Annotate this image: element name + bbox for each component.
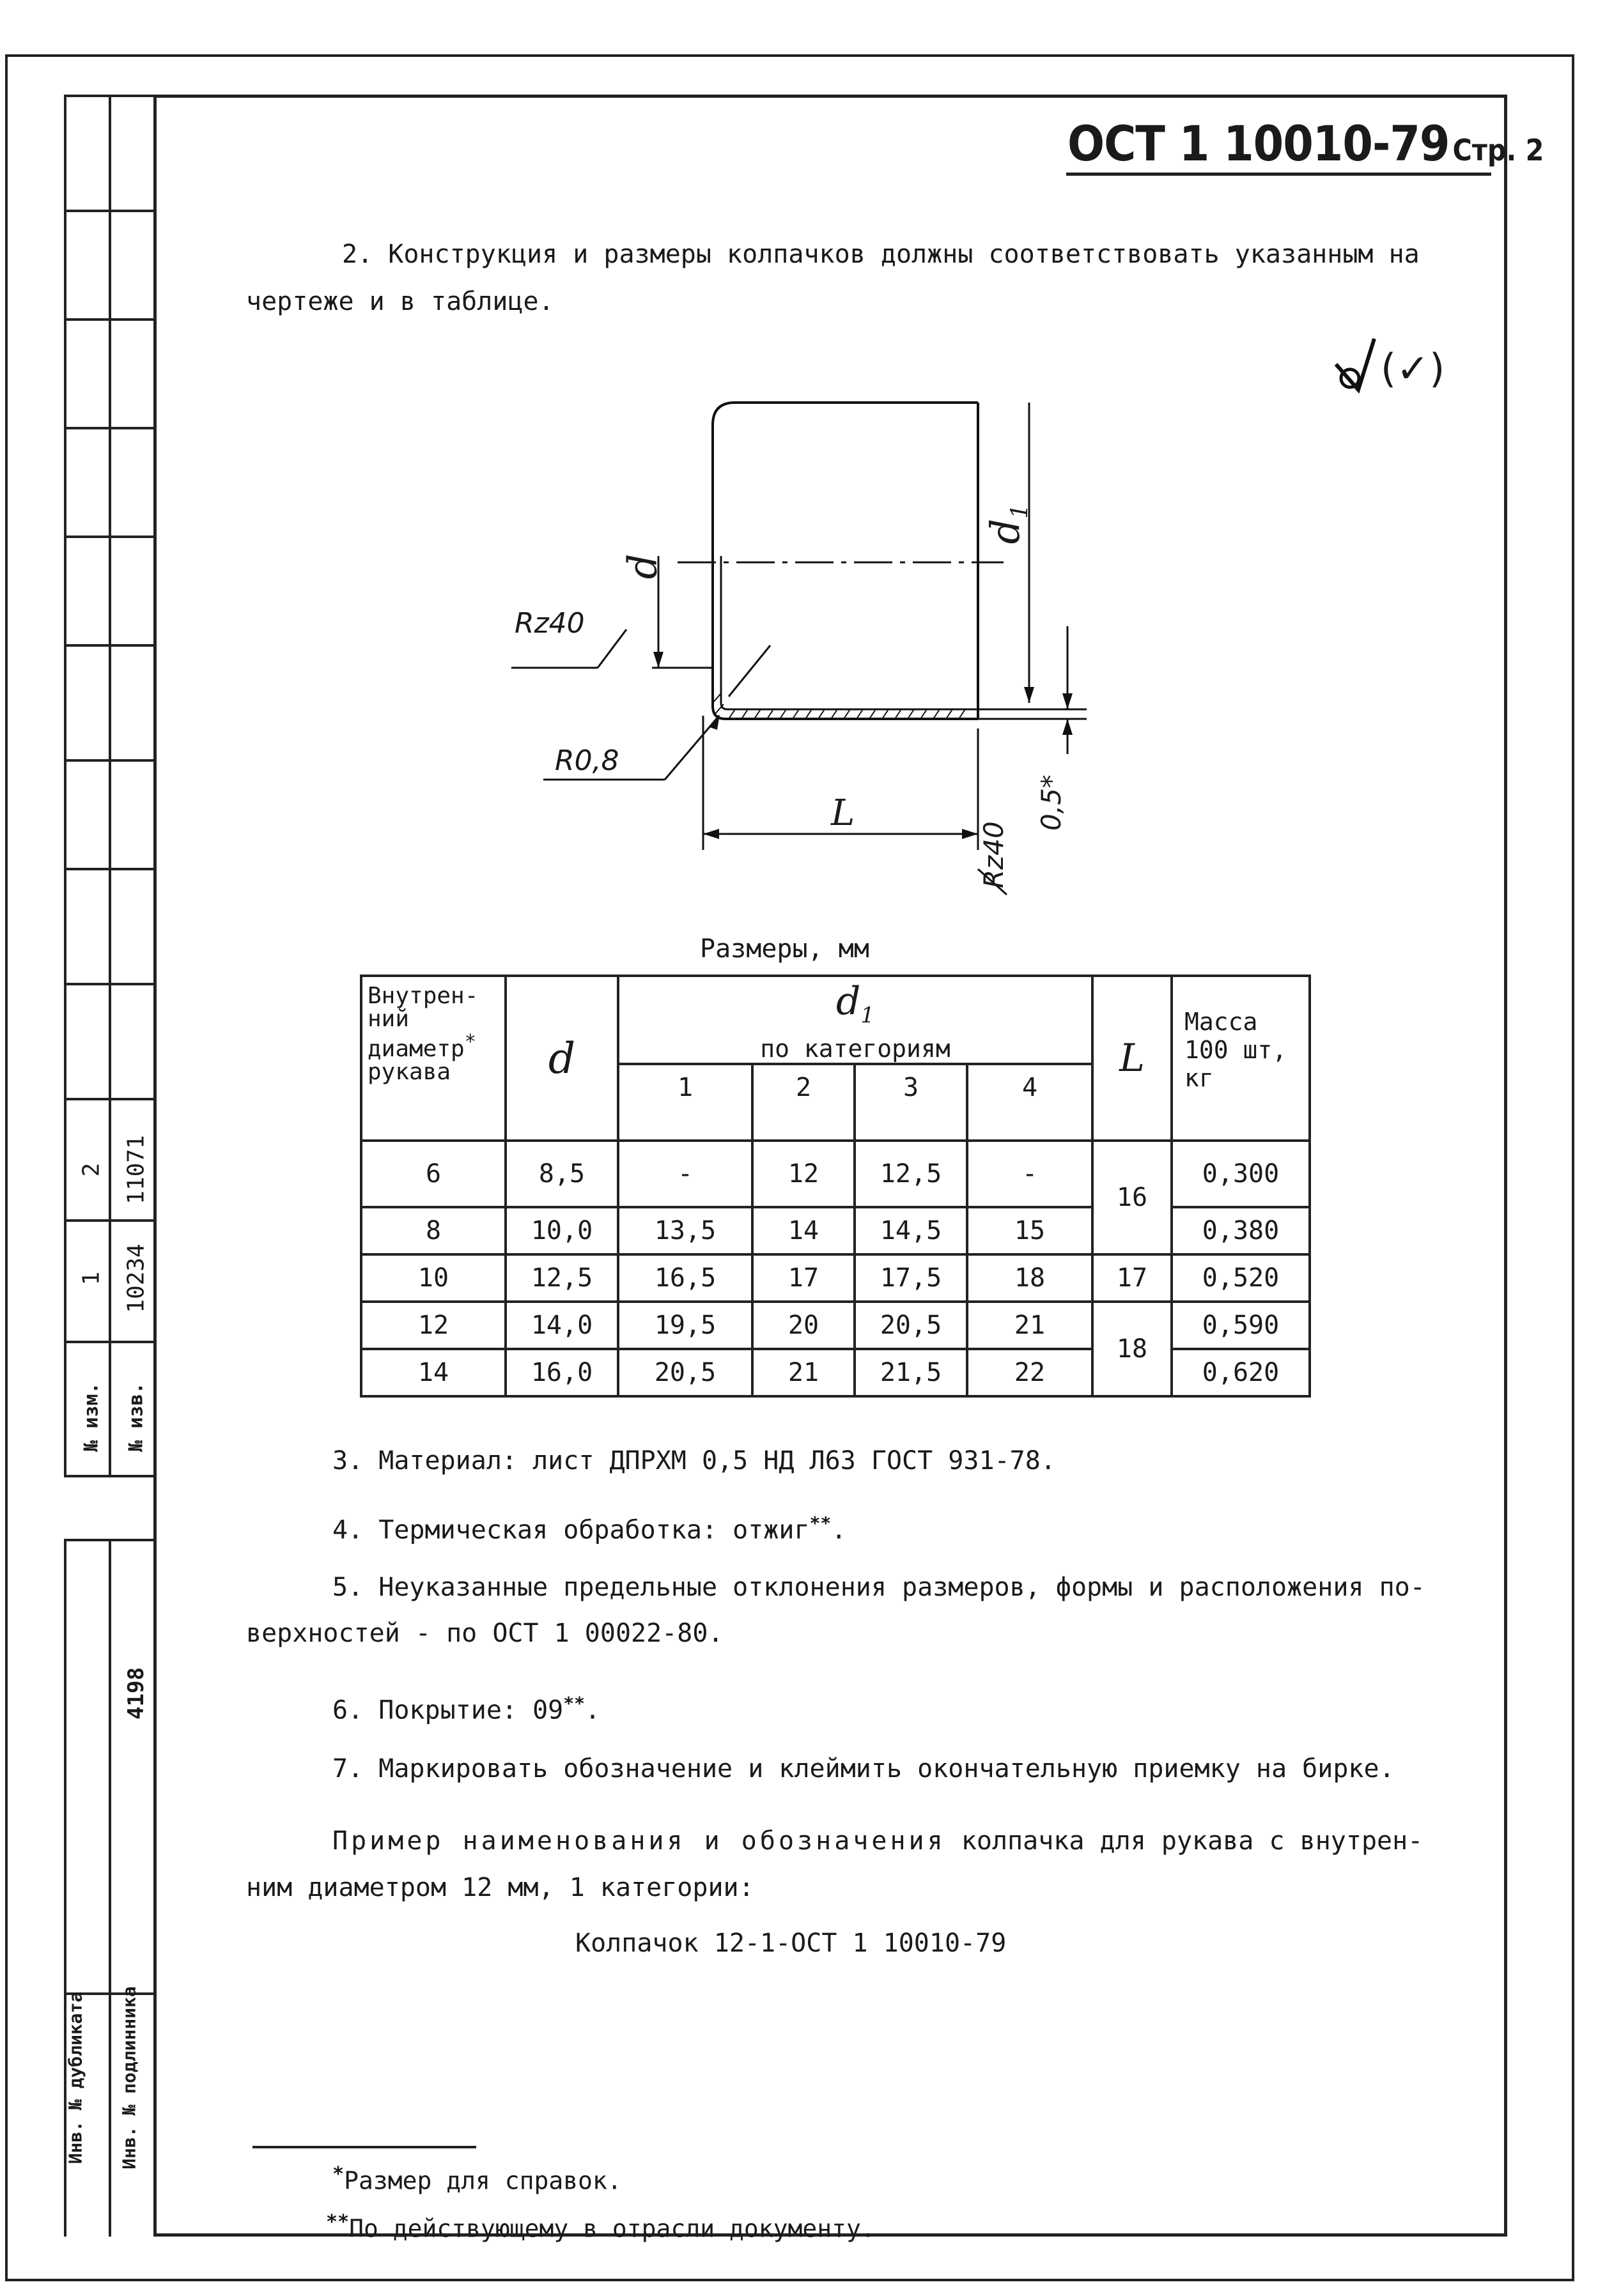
cell-cat2: 17 bbox=[752, 1254, 855, 1302]
header-category-1: 1 bbox=[618, 1064, 752, 1141]
cell-d: 16,0 bbox=[506, 1349, 618, 1396]
example-line-1-spaced: Пример наименования и обозначения bbox=[332, 1826, 946, 1856]
roughness-mark-text: (✓) bbox=[1381, 345, 1445, 392]
duplicate-inventory-label: Инв. № дубликата bbox=[65, 1991, 86, 2164]
cell-cat2: 20 bbox=[752, 1302, 855, 1349]
table-row bbox=[361, 1302, 1310, 1349]
example-line-2: ним диаметром 12 мм, 1 категории: bbox=[246, 1873, 754, 1902]
cell-cat3: 17,5 bbox=[855, 1254, 967, 1302]
cell-d: 12,5 bbox=[506, 1254, 618, 1302]
header-inner-diameter bbox=[361, 976, 506, 1141]
cell-d: 10,0 bbox=[506, 1207, 618, 1254]
header-mass-l1: Масса bbox=[1184, 1008, 1258, 1036]
header-category-4: 4 bbox=[967, 1064, 1092, 1141]
header-inner-diameter-l2: ний bbox=[368, 1006, 410, 1032]
cell-cat4: - bbox=[967, 1141, 1092, 1207]
cell-mass: 0,300 bbox=[1172, 1141, 1310, 1207]
header-mass bbox=[1172, 976, 1310, 1141]
item-3: 3. Материал: лист ДПРХМ 0,5 НД Л63 ГОСТ 931-78. bbox=[332, 1446, 1056, 1475]
drawing-label-d: d bbox=[619, 553, 666, 580]
header-d1 bbox=[618, 976, 1092, 1064]
table-caption: Размеры, мм bbox=[700, 934, 869, 964]
footnote-2-mark: ** bbox=[326, 2211, 350, 2233]
item-6-text: 6. Покрытие: 09 bbox=[332, 1695, 564, 1725]
dimensions-table bbox=[360, 975, 1311, 1398]
original-inventory-label: Инв. № подлинника bbox=[118, 1986, 140, 2169]
header-mass-l2: 100 шт, bbox=[1184, 1036, 1287, 1064]
cell-cat2: 14 bbox=[752, 1207, 855, 1254]
drawing-label-rz-top: Rz40 bbox=[515, 607, 585, 640]
table-row bbox=[361, 1254, 1310, 1302]
header-d1-subscript: 1 bbox=[860, 1003, 875, 1028]
item-6: 6. Покрытие: 09**. bbox=[332, 1693, 601, 1725]
header-d1-letter: d bbox=[835, 979, 861, 1024]
header-categories: по категориям bbox=[760, 1035, 950, 1063]
cell-d: 14,0 bbox=[506, 1302, 618, 1349]
item-7: 7. Маркировать обозначение и клеймить окончательную приемку на бирке. bbox=[332, 1754, 1395, 1784]
standard-code: ОСТ 1 10010-79 bbox=[1067, 115, 1450, 172]
cell-cat4: 21 bbox=[967, 1302, 1092, 1349]
drawing-label-d1-letter: d bbox=[982, 518, 1029, 544]
header-inner-diameter-l3: диаметр bbox=[368, 1036, 465, 1062]
footnote-rule bbox=[252, 2146, 476, 2148]
cell-cat2: 12 bbox=[752, 1141, 855, 1207]
rev-label-izv: № изв. bbox=[125, 1382, 148, 1452]
header-category-3: 3 bbox=[855, 1064, 967, 1141]
item-4-text: 4. Термическая обработка: отжиг bbox=[332, 1515, 810, 1545]
table-row bbox=[361, 1141, 1310, 1207]
header-inner-diameter-l1: Внутрен- bbox=[368, 983, 479, 1009]
cell-cat1: 19,5 bbox=[618, 1302, 752, 1349]
footnote-1-text: Размер для справок. bbox=[344, 2166, 622, 2195]
footnote-2 bbox=[326, 2211, 876, 2243]
item-2-line-1: 2. Конструкция и размеры колпачков должны соответствовать указанным на bbox=[342, 240, 1420, 269]
cell-d: 8,5 bbox=[506, 1141, 618, 1207]
cell-mass: 0,380 bbox=[1172, 1207, 1310, 1254]
cell-length: 16 bbox=[1092, 1141, 1172, 1254]
item-5-line-1: 5. Неуказанные предельные отклонения размеров, формы и расположения по- bbox=[332, 1573, 1425, 1602]
item-4-footnote-mark: ** bbox=[809, 1513, 832, 1534]
drawing-label-length: L bbox=[831, 792, 855, 834]
header-length: L bbox=[1092, 976, 1172, 1141]
cell-mass: 0,520 bbox=[1172, 1254, 1310, 1302]
cell-mass: 0,620 bbox=[1172, 1349, 1310, 1396]
cell-length: 17 bbox=[1092, 1254, 1172, 1302]
cell-cat1: 13,5 bbox=[618, 1207, 752, 1254]
cell-diameter: 14 bbox=[361, 1349, 506, 1396]
drawing-label-thickness: 0,5* bbox=[1036, 774, 1067, 831]
designation-example: Колпачок 12-1-ОСТ 1 10010-79 bbox=[575, 1929, 1007, 1958]
example-line-1-rest: колпачка для рукава с внутрен- bbox=[961, 1826, 1423, 1856]
item-2-line-2: чертеже и в таблице. bbox=[246, 287, 554, 316]
cell-cat1: - bbox=[618, 1141, 752, 1207]
cell-cat1: 20,5 bbox=[618, 1349, 752, 1396]
cell-cat1: 16,5 bbox=[618, 1254, 752, 1302]
cell-diameter: 8 bbox=[361, 1207, 506, 1254]
footnote-1-mark: * bbox=[332, 2163, 345, 2185]
header-d: d bbox=[506, 976, 618, 1141]
drawing-label-d1-subscript: 1 bbox=[1007, 504, 1034, 519]
cell-cat3: 12,5 bbox=[855, 1141, 967, 1207]
rev1-number: 1 bbox=[78, 1271, 105, 1286]
rev2-number: 2 bbox=[78, 1162, 105, 1177]
cell-cat2: 21 bbox=[752, 1349, 855, 1396]
cell-diameter: 12 bbox=[361, 1302, 506, 1349]
cell-diameter: 6 bbox=[361, 1141, 506, 1207]
cell-diameter: 10 bbox=[361, 1254, 506, 1302]
drawing-label-radius: R0,8 bbox=[555, 744, 619, 777]
header-mass-l3: кг bbox=[1184, 1064, 1214, 1092]
item-5-line-2: верхностей - по ОСТ 1 00022-80. bbox=[246, 1619, 724, 1648]
footnote-1 bbox=[332, 2163, 622, 2195]
footnote-2-text: По действующему в отрасли документу. bbox=[349, 2214, 876, 2243]
cell-cat3: 14,5 bbox=[855, 1207, 967, 1254]
cell-cat4: 22 bbox=[967, 1349, 1092, 1396]
cell-length: 18 bbox=[1092, 1302, 1172, 1396]
drawing-label-d1 bbox=[982, 504, 1033, 544]
cell-cat4: 15 bbox=[967, 1207, 1092, 1254]
footnote-mark-1: * bbox=[464, 1031, 476, 1053]
cell-cat4: 18 bbox=[967, 1254, 1092, 1302]
page-number: Стр. 2 bbox=[1452, 133, 1544, 167]
header-inner-diameter-l4: рукава bbox=[368, 1059, 451, 1085]
item-6-footnote-mark: ** bbox=[563, 1693, 585, 1714]
rev-label-izm: № изм. bbox=[80, 1382, 103, 1452]
inventory-number: 4198 bbox=[123, 1667, 149, 1720]
drawing-label-rz-bottom: Rz40 bbox=[978, 821, 1009, 888]
cell-cat3: 21,5 bbox=[855, 1349, 967, 1396]
cell-mass: 0,590 bbox=[1172, 1302, 1310, 1349]
rev2-document: 11071 bbox=[123, 1135, 150, 1205]
cell-cat3: 20,5 bbox=[855, 1302, 967, 1349]
item-4: 4. Термическая обработка: отжиг**. bbox=[332, 1513, 847, 1545]
example-line-1 bbox=[332, 1818, 1423, 1864]
header-category-2: 2 bbox=[752, 1064, 855, 1141]
rev1-document: 10234 bbox=[123, 1244, 150, 1313]
